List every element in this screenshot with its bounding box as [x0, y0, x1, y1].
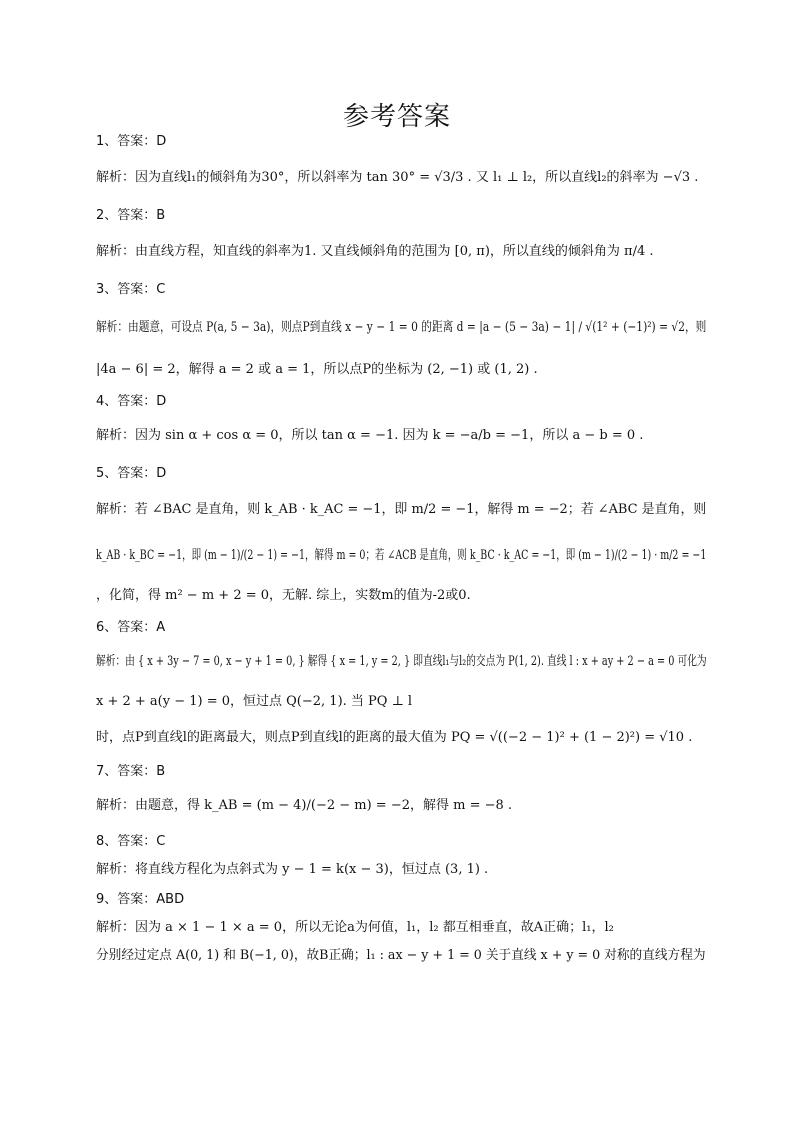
answer-line-2: 2、答案：B [96, 208, 166, 223]
explanation-line-5a: 解析：若 ∠BAC 是直角，则 k_AB · k_AC = −1，即 m/2 = −1，解得 m = −2；若 ∠ABC 是直角，则 [96, 502, 707, 517]
answer-line-1: 1、答案：D [96, 134, 167, 149]
answer-line-6: 6、答案：A [96, 620, 166, 635]
explanation-line-9b: 分别经过定点 A(0, 1) 和 B(−1, 0)，故B正确；l₁ : ax − y + 1 = 0 关于直线 x + y = 0 对称的直线方程为 [96, 948, 706, 963]
answer-line-7: 7、答案：B [96, 764, 166, 779]
answer-line-5: 5、答案：D [96, 466, 167, 481]
explanation-line-5c: ，化简，得 m² − m + 2 = 0，无解. 综上，实数m的值为-2或0. [96, 588, 471, 603]
explanation-line-6b: x + 2 + a(y − 1) = 0，恒过点 Q(−2, 1). 当 PQ ⊥ l [96, 694, 413, 709]
explanation-line-9a: 解析：因为 a × 1 − 1 × a = 0，所以无论a为何值，l₁，l₂ 都互相垂直，故A正确；l₁，l₂ [96, 920, 614, 935]
explanation-line-6a: 解析：由 { x + 3y − 7 = 0, x − y + 1 = 0, } 解得 { x = 1, y = 2, } 即直线l₁与l₂的交点为 P(1, 2). 直线 l : x + ay + 2 − a = 0 可化为 [96, 654, 707, 669]
answer-line-3: 3、答案：C [96, 282, 166, 297]
explanation-line-3b: |4a − 6| = 2，解得 a = 2 或 a = 1，所以点P的坐标为 (2, −1) 或 (1, 2) . [96, 362, 538, 377]
answer-line-8: 8、答案：C [96, 834, 166, 849]
explanation-line-8: 解析：将直线方程化为点斜式为 y − 1 = k(x − 3)，恒过点 (3, 1) . [96, 862, 489, 877]
explanation-line-2: 解析：由直线方程，知直线的斜率为1. 又直线倾斜角的范围为 [0, π)，所以直线的倾斜角为 π/4 . [96, 244, 654, 259]
explanation-line-5b: k_AB · k_BC = −1，即 (m − 1)/(2 − 1) = −1，解得 m = 0；若 ∠ACB 是直角，则 k_BC · k_AC = −1，即 (m − 1)/(2 − 1) · m/2 = −1 [96, 548, 707, 563]
explanation-line-4: 解析：因为 sin α + cos α = 0，所以 tan α = −1. 因为 k = −a/b = −1，所以 a − b = 0 . [96, 428, 644, 443]
answer-line-9: 9、答案：ABD [96, 892, 185, 907]
answer-line-4: 4、答案：D [96, 394, 167, 409]
explanation-line-6c: 时，点P到直线l的距离最大，则点P到直线l的距离的最大值为 PQ = √((−2 − 1)² + (1 − 2)²) = √10 . [96, 730, 693, 745]
explanation-line-3a: 解析：由题意，可设点 P(a, 5 − 3a)，则点P到直线 x − y − 1 = 0 的距离 d = |a − (5 − 3a) − 1| / √(1² + (−1)²) = √2，则 [96, 320, 707, 335]
explanation-line-7: 解析：由题意，得 k_AB = (m − 4)/(−2 − m) = −2，解得 m = −8 . [96, 798, 513, 813]
page-title: 参考答案 [342, 102, 451, 132]
explanation-line-1: 解析：因为直线l₁的倾斜角为30°，所以斜率为 tan 30° = √3/3 . 又 l₁ ⊥ l₂，所以直线l₂的斜率为 −√3 . [96, 170, 699, 185]
